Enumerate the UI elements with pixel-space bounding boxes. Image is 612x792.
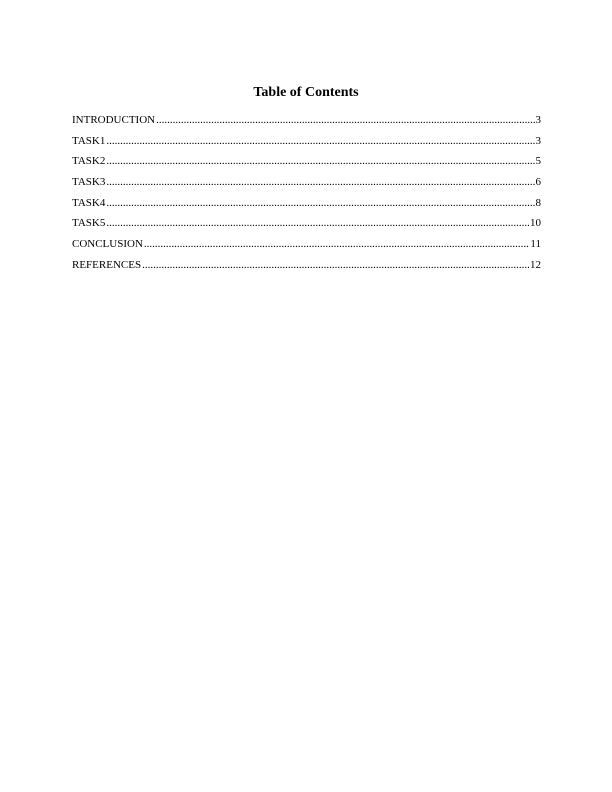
toc-title: Table of Contents: [253, 85, 359, 100]
dot-leader: [142, 257, 529, 273]
toc-list: [72, 112, 541, 278]
toc-entry-page: 5: [535, 155, 541, 168]
toc-entry-introduction[interactable]: [72, 112, 541, 133]
toc-entry-page: 8: [535, 196, 541, 209]
toc-entry-label: TASK4: [72, 196, 106, 209]
toc-entry-page: 11: [530, 238, 541, 251]
toc-entry-references[interactable]: [72, 257, 541, 278]
toc-entry-label: INTRODUCTION: [72, 114, 156, 126]
toc-entry-label: REFERENCES: [72, 258, 142, 271]
toc-entry-task2[interactable]: [72, 153, 541, 174]
toc-entry-page: 10: [530, 217, 541, 230]
dot-leader: [106, 153, 534, 169]
toc-entry-label: TASK3: [72, 176, 106, 189]
dot-leader: [144, 236, 530, 252]
toc-entry-label: TASK1: [72, 134, 106, 147]
dot-leader: [106, 174, 534, 190]
toc-entry-task1[interactable]: [72, 133, 541, 154]
toc-entry-page: 6: [535, 176, 541, 189]
toc-entry-label: TASK5: [72, 217, 106, 230]
toc-entry-task5[interactable]: [72, 215, 541, 236]
toc-entry-task3[interactable]: [72, 174, 541, 195]
dot-leader: [156, 112, 534, 128]
toc-entry-page: 3: [535, 114, 541, 126]
toc-entry-task4[interactable]: [72, 195, 541, 216]
toc-entry-page: 12: [530, 258, 541, 271]
toc-entry-page: 3: [535, 134, 541, 147]
dot-leader: [106, 215, 529, 231]
dot-leader: [106, 133, 534, 149]
toc-entry-label: TASK2: [72, 155, 106, 168]
dot-leader: [106, 195, 534, 211]
toc-entry-conclusion[interactable]: [72, 236, 541, 257]
toc-entry-label: CONCLUSION: [72, 238, 143, 251]
